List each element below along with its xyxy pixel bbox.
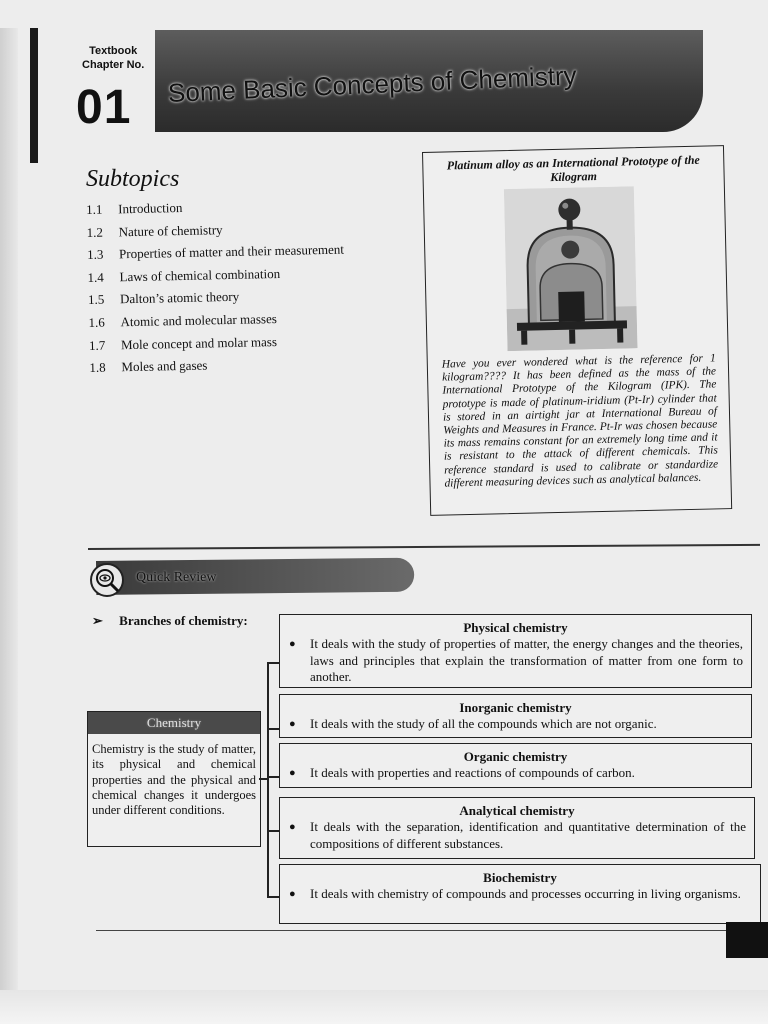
connector-line: [267, 728, 279, 730]
branch-box-analytical: [279, 797, 755, 859]
branch-title: Physical chemistry: [463, 620, 568, 635]
connector-line: [267, 662, 269, 898]
connector-line: [267, 896, 279, 898]
subtopic-label: Nature of chemistry: [118, 221, 223, 239]
subtopic-number: 1.7: [88, 337, 106, 353]
prototype-box-title: Platinum alloy as an International Prototype of the Kilogram: [446, 152, 700, 185]
branch-text: [280, 886, 760, 903]
subtopic-label: Atomic and molecular masses: [120, 310, 277, 330]
branch-text-content: It deals with chemistry of compounds and processes occurring in living organisms.: [310, 886, 741, 901]
subtopic-number: 1.5: [87, 292, 105, 308]
branch-text-content: It deals with the separation, identification and quantitative determination of the compositions of different substances.: [310, 819, 746, 851]
branch-title: Inorganic chemistry: [459, 700, 572, 715]
kilogram-prototype-photo: [504, 186, 638, 351]
branch-box-organic: [279, 743, 752, 788]
subtopic-label: Laws of chemical combination: [119, 265, 281, 285]
chapter-label: [82, 44, 144, 72]
bullet-icon: ●: [289, 718, 296, 730]
subtopic-label: Dalton’s atomic theory: [119, 289, 240, 307]
branch-box-physical: [279, 614, 752, 688]
footer-divider: [96, 930, 726, 931]
subtopic-number: 1.2: [86, 224, 104, 240]
quick-review-label: Quick Review: [136, 570, 217, 585]
branch-text: [280, 765, 751, 782]
branch-box-biochemistry: [279, 864, 761, 924]
bullet-icon: ●: [289, 821, 296, 833]
chapter-number: 01: [76, 81, 132, 134]
page-edge-shadow: [0, 28, 18, 998]
branch-box-inorganic: [279, 694, 752, 738]
connector-line: [267, 776, 279, 778]
connector-line: [267, 830, 279, 832]
branch-text: [280, 819, 754, 852]
branches-heading-text: Branches of chemistry:: [119, 613, 248, 628]
branch-text: [280, 716, 751, 733]
bullet-icon: ●: [289, 888, 296, 900]
branch-title: Organic chemistry: [463, 749, 568, 764]
subtopic-number: 1.3: [86, 246, 104, 263]
subtopic-label: Moles and gases: [121, 357, 208, 375]
branch-title: Biochemistry: [483, 870, 557, 885]
chapter-spine-bar: [30, 28, 38, 163]
eye-magnifier-icon: [90, 563, 124, 597]
chemistry-box-heading: Chemistry: [88, 712, 260, 734]
prototype-box-text: Have you ever wondered what is the reference for 1 kilogram???? It has been defined as the mass of the International Prototype of the Kilogram (IPK). The prototype is made of platinum-iridium (Pt-Ir) cylinder that is stored in an airtight jar at International Bureau of Weights and Measures in France. Pt-Ir was chosen because its mass remains constant for an extremely long time and it is resistant to the attack of different chemicals. This reference standard is used to calibrate or standardize different measuring devices such as analytical balances.: [441, 352, 719, 490]
subtopic-label: Mole concept and molar mass: [120, 333, 278, 352]
branch-title: Analytical chemistry: [459, 803, 575, 818]
connector-line: [267, 662, 279, 664]
subtopic-label: Properties of matter and their measurement: [118, 241, 345, 262]
section-divider: [88, 544, 760, 550]
chemistry-box-text: Chemistry is the study of matter, its physical and chemical properties and the physical and chemical changes it undergoes under different conditions.: [92, 742, 256, 818]
branch-text: [280, 636, 751, 686]
subtopic-number: 1.4: [87, 269, 104, 285]
subtopics-list: [86, 195, 410, 382]
branch-text-content: It deals with the study of properties of matter, the energy changes and the theories, laws and principles that explain the transformation of matter from one form to another.: [310, 636, 743, 684]
chapter-title: Some Basic Concepts of Chemistry: [167, 60, 578, 108]
bullet-icon: ●: [289, 767, 296, 779]
branch-text-content: It deals with properties and reactions of compounds of carbon.: [310, 765, 635, 780]
arrow-bullet-icon: ➢: [92, 613, 120, 628]
chemistry-definition-box: [87, 711, 261, 847]
chapter-label-line1: Textbook: [89, 45, 138, 57]
bullet-icon: ●: [289, 638, 296, 650]
chapter-label-line2: Chapter No.: [82, 59, 145, 71]
page-bottom-edge: [0, 990, 768, 1024]
branch-text-content: It deals with the study of all the compounds which are not organic.: [310, 716, 657, 731]
subtopic-number: 1.6: [88, 314, 105, 330]
prototype-info-box: [422, 145, 732, 516]
subtopics-heading: Subtopics: [86, 166, 180, 192]
subtopic-number: 1.8: [89, 359, 106, 376]
subtopic-number: 1.1: [86, 201, 103, 217]
branches-heading: [92, 613, 248, 629]
subtopic-label: Introduction: [117, 199, 183, 217]
connector-line: [259, 778, 267, 780]
page-corner-tab: [726, 922, 768, 958]
